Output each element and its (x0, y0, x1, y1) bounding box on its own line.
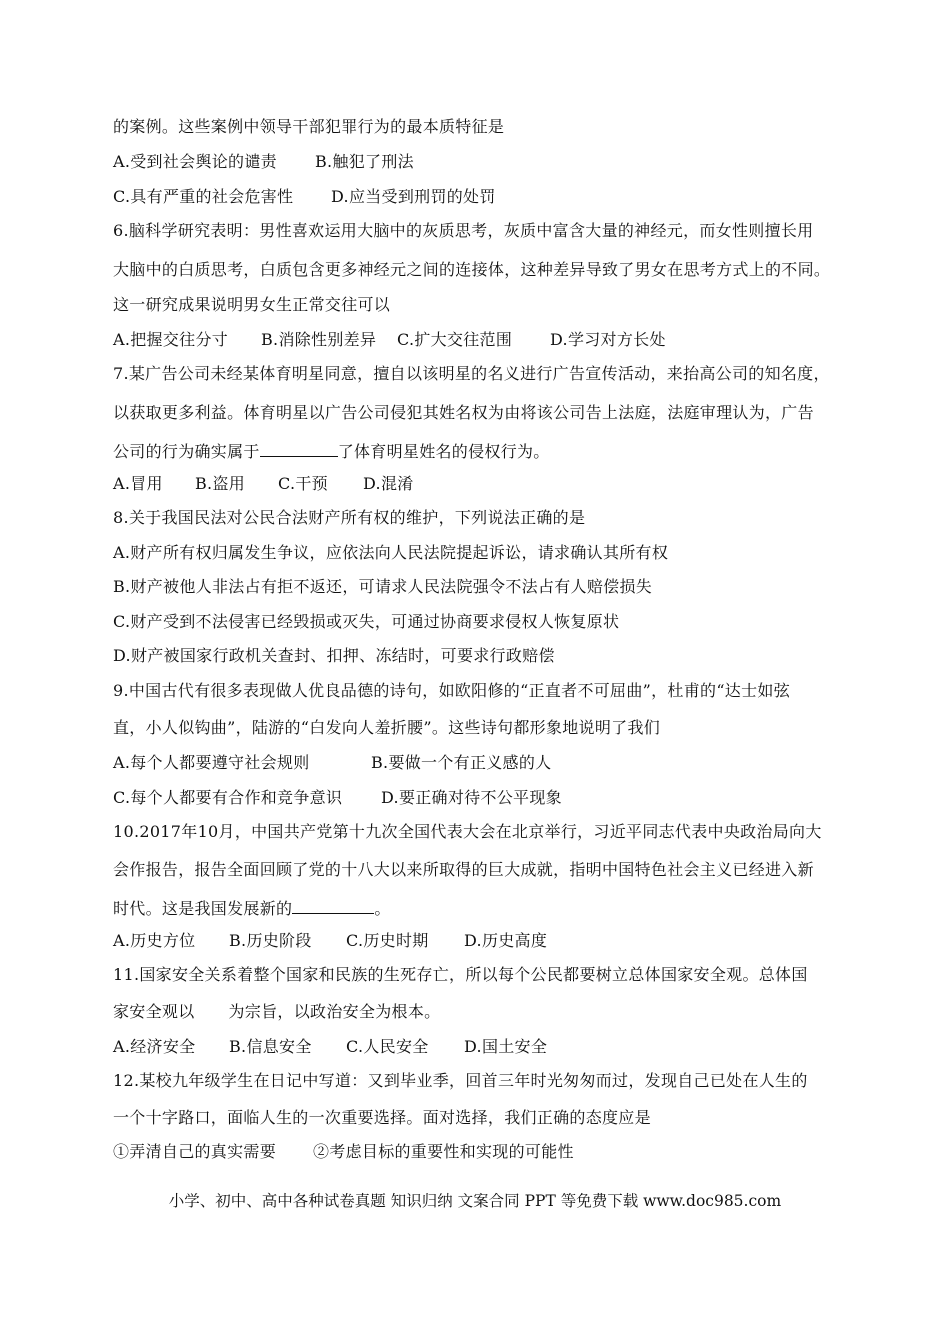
q12-item-2: ②考虑目标的重要性和实现的可能性 (313, 1142, 574, 1161)
q10-stem-text-before-blank: 时代。这是我国发展新的 (113, 899, 293, 918)
q10-stem-line-2: 会作报告，报告全面回顾了党的十八大以来所取得的巨大成就，指明中国特色社会主义已经进入新 (113, 860, 814, 879)
q6-options-line (113, 330, 666, 350)
q10-stem-line-1: 10.2017年10月，中国共产党第十九次全国代表大会在北京举行，习近平同志代表中央政治局向大 (113, 822, 822, 841)
q12-item-1: ①弄清自己的真实需要 (113, 1142, 277, 1161)
q11-option-b: B.信息安全 (229, 1037, 312, 1056)
q8-option-b: B.财产被他人非法占有拒不返还，可请求人民法院强令不法占有人赔偿损失 (113, 577, 653, 596)
q6-stem-line-2: 大脑中的白质思考，白质包含更多神经元之间的连接体，这种差异导致了男女在思考方式上的不同。 (113, 260, 831, 279)
q11-stem-line-2 (113, 1002, 440, 1022)
q10-stem-line-3 (113, 897, 391, 919)
q11-option-d: D.国土安全 (464, 1037, 548, 1056)
q5-option-c: C.具有严重的社会危害性 (113, 187, 294, 206)
q9-stem-line-2: 直，小人似钩曲”，陆游的“白发向人羞折腰”。这些诗句都形象地说明了我们 (113, 718, 661, 737)
q8-option-c: C.财产受到不法侵害已经毁损或灭失，可通过协商要求侵权人恢复原状 (113, 612, 620, 631)
q6-option-c: C.扩大交往范围 (397, 330, 513, 349)
q11-stem-text-after-blank: 为宗旨，以政治安全为根本。 (228, 1002, 441, 1021)
q7-stem-text-before-blank: 公司的行为确实属于 (113, 442, 260, 461)
q9-options-line-2 (113, 788, 562, 808)
q6-stem-line-3: 这一研究成果说明男女生正常交往可以 (113, 295, 391, 314)
q5-options-line-1 (113, 152, 414, 172)
q7-option-b: B.盗用 (195, 474, 246, 493)
q6-option-d: D.学习对方长处 (550, 330, 666, 349)
q5-stem-line: 的案例。这些案例中领导干部犯罪行为的最本质特征是 (113, 117, 505, 136)
q5-option-a: A.受到社会舆论的谴责 (113, 152, 277, 171)
q10-options-line (113, 931, 547, 951)
q12-items-line (113, 1142, 574, 1162)
q9-stem-line-1: 9.中国古代有很多表现做人优良品德的诗句，如欧阳修的“正直者不可屈曲”，杜甫的“达士如弦 (113, 681, 791, 700)
q7-stem-text-after-blank: 了体育明星姓名的侵权行为。 (337, 442, 550, 461)
q12-stem-line-1: 12.某校九年级学生在日记中写道：又到毕业季，回首三年时光匆匆而过，发现自己已处在人生的 (113, 1071, 808, 1090)
q9-option-b: B.要做一个有正义感的人 (371, 753, 552, 772)
q8-stem-line: 8.关于我国民法对公民合法财产所有权的维护，下列说法正确的是 (113, 508, 586, 527)
q7-stem-line-2: 以获取更多利益。体育明星以广告公司侵犯其姓名权为由将该公司告上法庭，法庭审理认为，广告 (113, 403, 814, 422)
q10-stem-text-after-blank: 。 (374, 899, 391, 918)
q7-options-line (113, 474, 414, 494)
q9-options-line-1 (113, 753, 551, 773)
q7-stem-line-3 (113, 440, 550, 462)
q7-option-c: C.干预 (278, 474, 328, 493)
q12-stem-line-2: 一个十字路口，面临人生的一次重要选择。面对选择，我们正确的态度应是 (113, 1108, 651, 1127)
q9-option-a: A.每个人都要遵守社会规则 (113, 753, 310, 772)
q5-options-line-2 (113, 187, 496, 207)
q10-option-b: B.历史阶段 (229, 931, 312, 950)
q10-fill-blank (292, 897, 374, 914)
q5-option-b: B.触犯了刑法 (315, 152, 414, 171)
q7-fill-blank (260, 440, 338, 457)
q6-option-a: A.把握交往分寸 (113, 330, 229, 349)
q9-option-d: D.要正确对待不公平现象 (381, 788, 562, 807)
q10-option-d: D.历史高度 (464, 931, 548, 950)
q7-option-d: D.混淆 (363, 474, 414, 493)
q11-option-c: C.人民安全 (346, 1037, 429, 1056)
q6-option-b: B.消除性别差异 (261, 330, 377, 349)
page-footer: 小学、初中、高中各种试卷真题 知识归纳 文案合同 PPT 等免费下载 www.doc985.com (168, 1192, 782, 1210)
q10-option-a: A.历史方位 (113, 931, 196, 950)
q11-stem-line-1: 11.国家安全关系着整个国家和民族的生死存亡，所以每个公民都要树立总体国家安全观。总体国 (113, 965, 808, 984)
q10-option-c: C.历史时期 (346, 931, 429, 950)
q9-option-c: C.每个人都要有合作和竞争意识 (113, 788, 343, 807)
q11-option-a: A.经济安全 (113, 1037, 196, 1056)
q7-stem-line-1: 7.某广告公司未经某体育明星同意，擅自以该明星的名义进行广告宣传活动，来抬高公司的知名度， (113, 364, 830, 383)
q11-options-line (113, 1037, 547, 1057)
q6-stem-line-1: 6.脑科学研究表明：男性喜欢运用大脑中的灰质思考，灰质中富含大量的神经元，而女性则擅长用 (113, 221, 814, 240)
q7-option-a: A.冒用 (113, 474, 163, 493)
q11-stem-text-before-blank: 家安全观以 (113, 1002, 195, 1021)
q8-option-a: A.财产所有权归属发生争议，应依法向人民法院提起诉讼，请求确认其所有权 (113, 543, 669, 562)
q5-option-d: D.应当受到刑罚的处罚 (331, 187, 496, 206)
q8-option-d: D.财产被国家行政机关查封、扣押、冻结时，可要求行政赔偿 (113, 646, 555, 665)
